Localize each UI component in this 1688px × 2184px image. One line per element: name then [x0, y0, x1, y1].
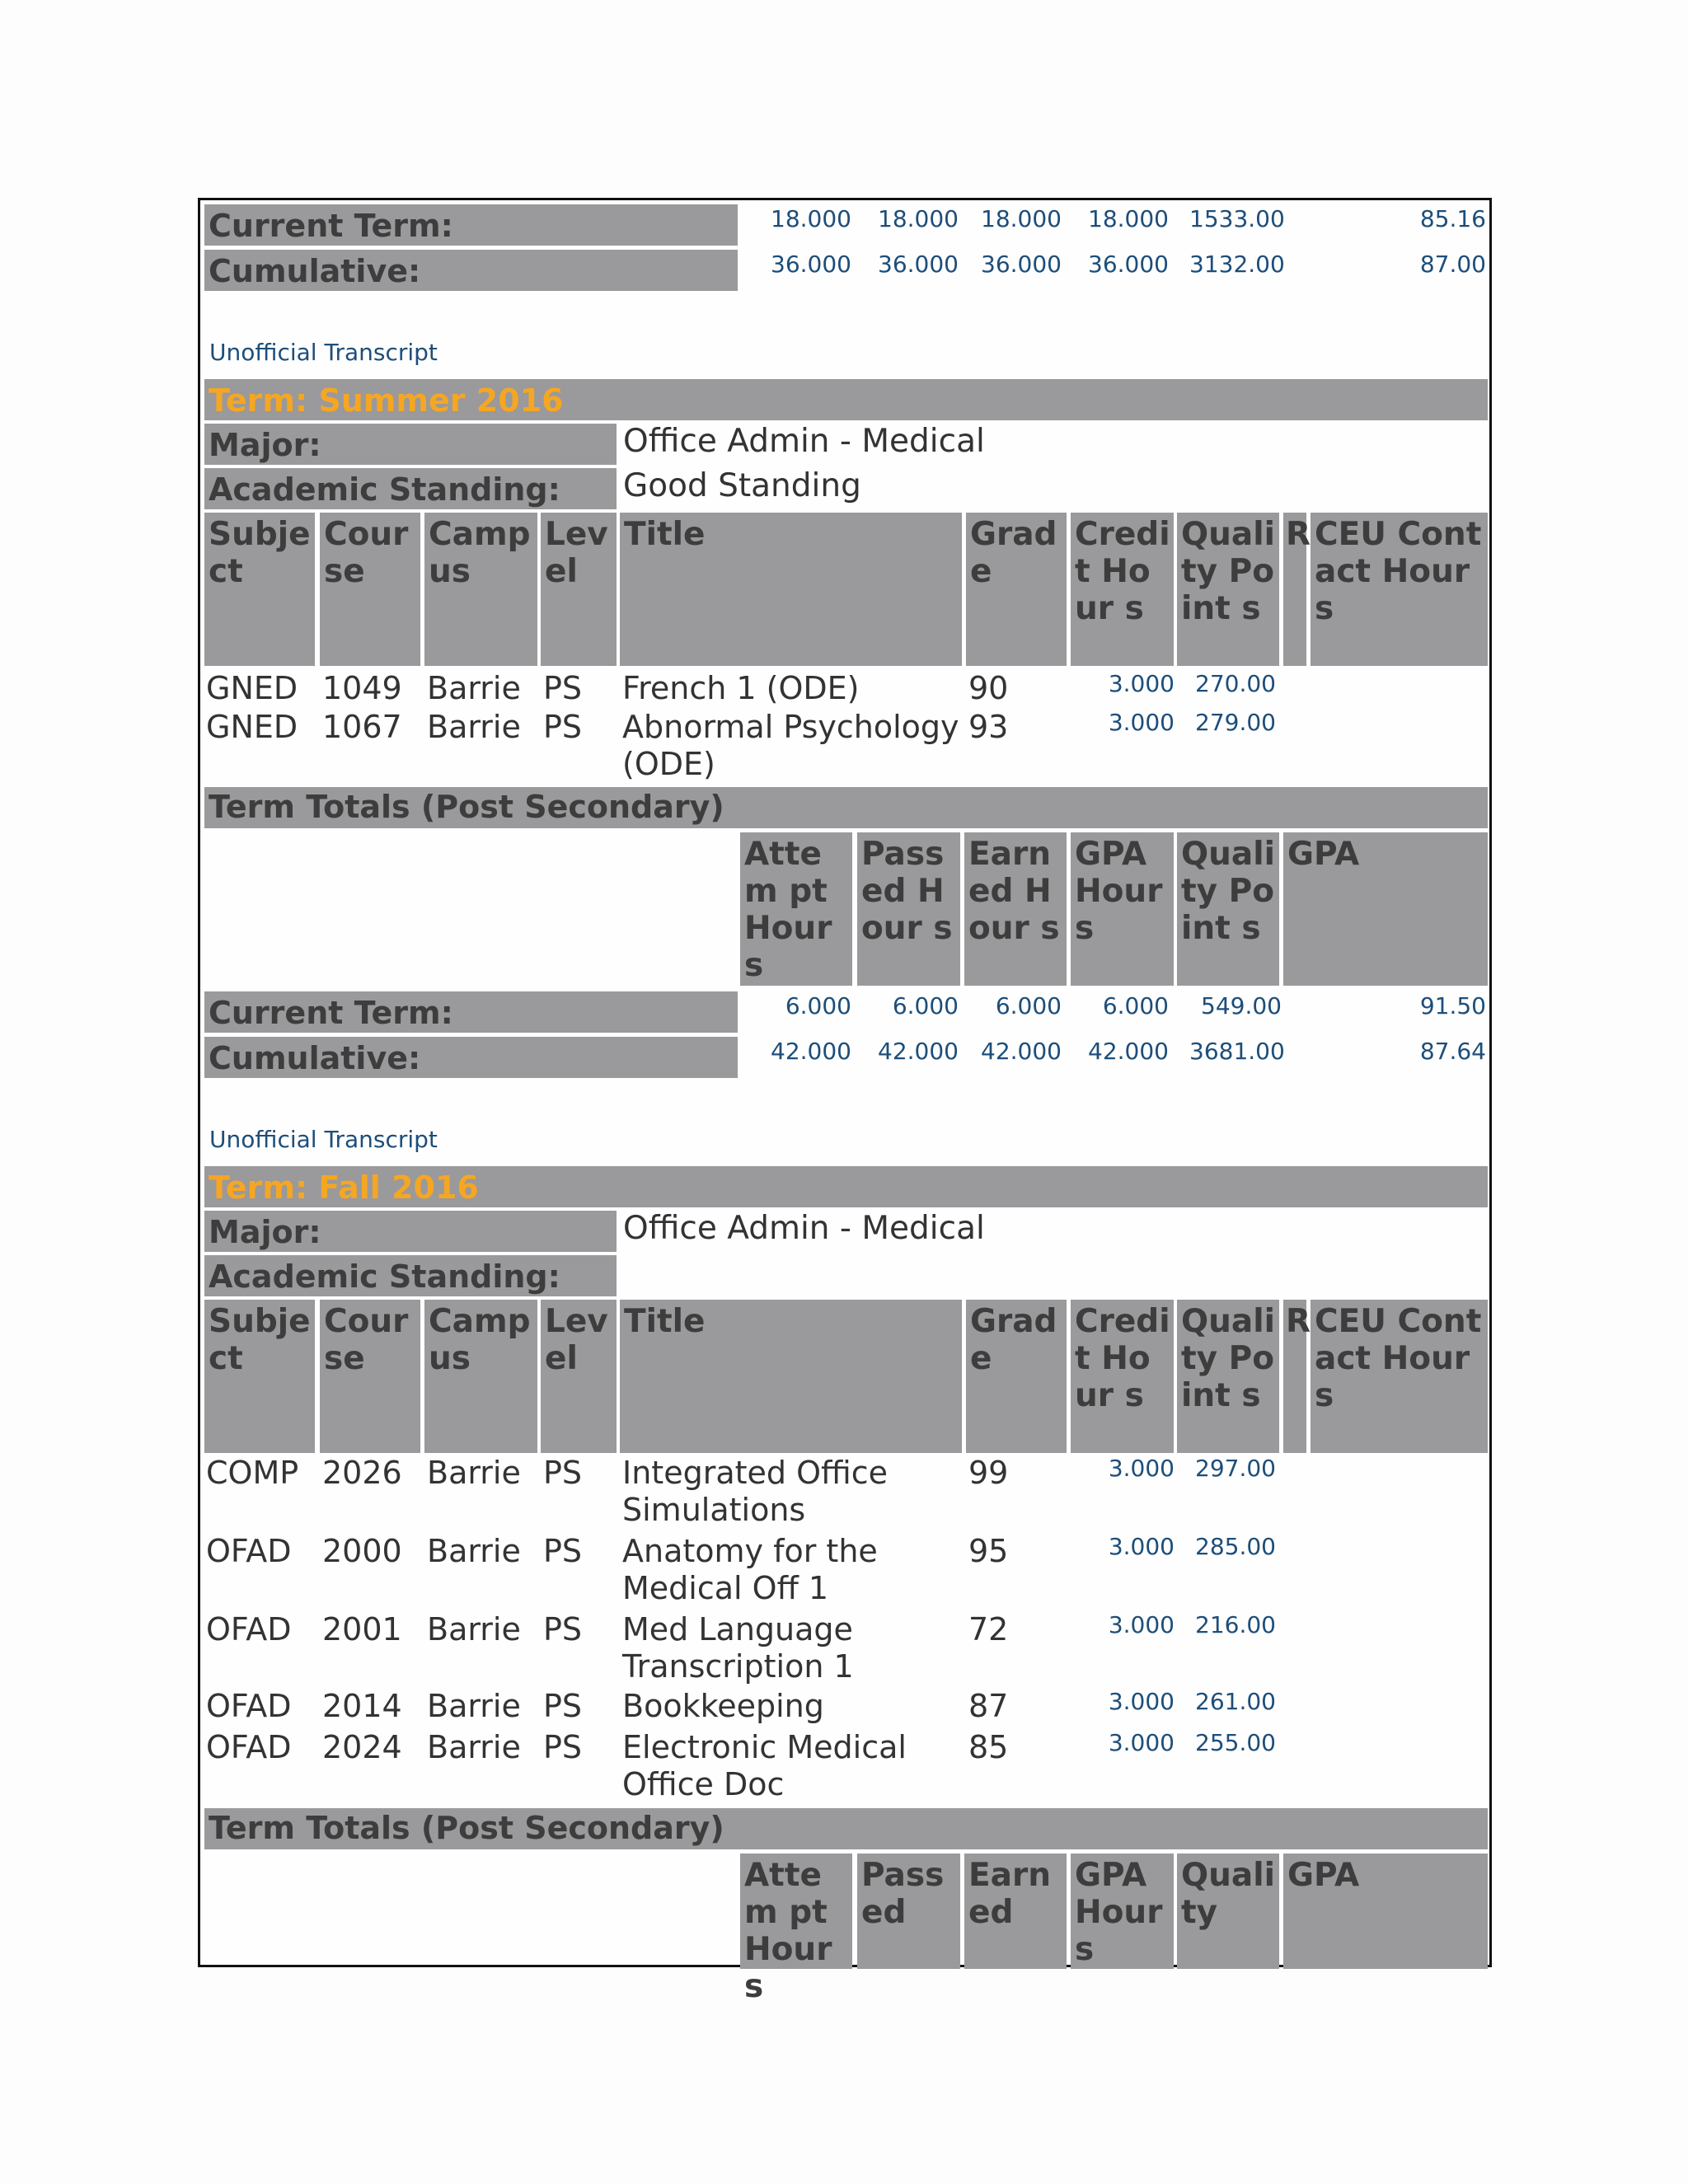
- col-gpa: GPA: [1283, 832, 1488, 986]
- course-quality-points: 216.00: [1195, 1611, 1276, 1638]
- col-r: R: [1283, 513, 1306, 666]
- current-gpa: 85.16: [1419, 205, 1486, 232]
- current-term-label: Current Term:: [204, 204, 738, 246]
- cumulative-attempt-hours: 42.000: [771, 1038, 851, 1065]
- course-campus: Barrie: [427, 1729, 521, 1765]
- course-grade: 95: [968, 1533, 1009, 1569]
- col-course: Cour se: [320, 513, 420, 666]
- col-subject: Subje ct: [204, 513, 315, 666]
- col-quality-points: Quali ty Point s: [1177, 513, 1279, 666]
- col-campus: Camp us: [424, 513, 537, 666]
- academic-standing-label: Academic Standing:: [204, 468, 617, 509]
- col-grade: Grad e: [966, 513, 1067, 666]
- course-grade: 90: [968, 670, 1009, 706]
- course-campus: Barrie: [427, 670, 521, 706]
- course-credit-hours: 3.000: [1108, 1688, 1175, 1715]
- col-campus: Camp us: [424, 1300, 537, 1453]
- course-level: PS: [543, 709, 583, 745]
- major-label: Major:: [204, 1211, 617, 1252]
- col-ceu-contact-hours: CEU Cont act Hours: [1311, 513, 1488, 666]
- current-passed-hours: 6.000: [892, 992, 959, 1019]
- cumulative-passed-hours: 42.000: [878, 1038, 959, 1065]
- unofficial-transcript-link[interactable]: Unofficial Transcript: [209, 1126, 438, 1153]
- col-passed-hours: Pass ed: [857, 1854, 960, 1969]
- major-value: Office Admin - Medical: [623, 423, 985, 460]
- course-campus: Barrie: [427, 1455, 521, 1491]
- course-quality-points: 255.00: [1195, 1729, 1276, 1756]
- col-gpa-hours: GPA Hour s: [1071, 832, 1174, 986]
- course-subject: OFAD: [206, 1611, 292, 1647]
- current-gpa: 91.50: [1419, 992, 1486, 1019]
- col-title: Title: [620, 1300, 962, 1453]
- course-title: Med Language Transcription 1: [622, 1611, 854, 1685]
- cumulative-gpa-hours: 36.000: [1088, 251, 1169, 278]
- cumulative-passed-hours: 36.000: [878, 251, 959, 278]
- course-number: 2014: [322, 1688, 402, 1724]
- course-number: 2026: [322, 1455, 402, 1491]
- major-value: Office Admin - Medical: [623, 1210, 985, 1247]
- col-credit-hours: Credi t Hour s: [1071, 1300, 1174, 1453]
- course-level: PS: [543, 1533, 583, 1569]
- current-quality-points: 549.00: [1201, 992, 1282, 1019]
- col-credit-hours: Credi t Hour s: [1071, 513, 1174, 666]
- col-course: Cour se: [320, 1300, 420, 1453]
- course-level: PS: [543, 1688, 583, 1724]
- col-attempt-hours: Attem pt Hours: [740, 1854, 852, 1969]
- term-totals-heading: Term Totals (Post Secondary): [204, 1808, 1488, 1849]
- cumulative-quality-points: 3681.00: [1189, 1038, 1285, 1065]
- course-number: 1067: [322, 709, 402, 745]
- course-quality-points: 297.00: [1195, 1455, 1276, 1482]
- col-grade: Grad e: [966, 1300, 1067, 1453]
- course-number: 2001: [322, 1611, 402, 1647]
- course-subject: COMP: [206, 1455, 299, 1491]
- cumulative-earned-hours: 36.000: [981, 251, 1062, 278]
- course-level: PS: [543, 670, 583, 706]
- term-heading: Term: Fall 2016: [204, 1166, 1488, 1207]
- transcript-frame: [198, 198, 1492, 2005]
- course-level: PS: [543, 1455, 583, 1491]
- col-passed-hours: Pass ed Hour s: [857, 832, 960, 986]
- course-grade: 99: [968, 1455, 1009, 1491]
- course-title: Bookkeeping: [622, 1688, 824, 1724]
- col-ceu-contact-hours: CEU Cont act Hours: [1311, 1300, 1488, 1453]
- course-credit-hours: 3.000: [1108, 1729, 1175, 1756]
- course-number: 1049: [322, 670, 402, 706]
- col-gpa: GPA: [1283, 1854, 1488, 1969]
- major-label: Major:: [204, 424, 617, 465]
- current-gpa-hours: 6.000: [1102, 992, 1169, 1019]
- course-number: 2024: [322, 1729, 402, 1765]
- course-subject: OFAD: [206, 1729, 292, 1765]
- course-title: Abnormal Psychology (ODE): [622, 709, 959, 782]
- course-credit-hours: 3.000: [1108, 709, 1175, 736]
- current-passed-hours: 18.000: [878, 205, 959, 232]
- course-title: Integrated Office Simulations: [622, 1455, 888, 1528]
- term-heading: Term: Summer 2016: [204, 379, 1488, 420]
- course-quality-points: 285.00: [1195, 1533, 1276, 1560]
- cumulative-gpa-hours: 42.000: [1088, 1038, 1169, 1065]
- course-quality-points: 279.00: [1195, 709, 1276, 736]
- course-number: 2000: [322, 1533, 402, 1569]
- current-earned-hours: 6.000: [995, 992, 1062, 1019]
- cumulative-gpa: 87.00: [1419, 251, 1486, 278]
- term-totals-heading: Term Totals (Post Secondary): [204, 787, 1488, 828]
- col-quality-points: Quali ty Point s: [1177, 832, 1279, 986]
- course-grade: 87: [968, 1688, 1009, 1724]
- current-earned-hours: 18.000: [981, 205, 1062, 232]
- course-campus: Barrie: [427, 1688, 521, 1724]
- course-credit-hours: 3.000: [1108, 1611, 1175, 1638]
- cumulative-attempt-hours: 36.000: [771, 251, 851, 278]
- cumulative-earned-hours: 42.000: [981, 1038, 1062, 1065]
- course-grade: 72: [968, 1611, 1009, 1647]
- col-r: R: [1283, 1300, 1306, 1453]
- col-earned-hours: Earn ed: [964, 1854, 1067, 1969]
- cumulative-label: Cumulative:: [204, 250, 738, 291]
- cumulative-gpa: 87.64: [1419, 1038, 1486, 1065]
- course-campus: Barrie: [427, 709, 521, 745]
- course-subject: OFAD: [206, 1533, 292, 1569]
- current-gpa-hours: 18.000: [1088, 205, 1169, 232]
- academic-standing-label: Academic Standing:: [204, 1255, 617, 1296]
- col-quality-points: Quali ty: [1177, 1854, 1279, 1969]
- course-subject: GNED: [206, 709, 298, 745]
- course-quality-points: 270.00: [1195, 670, 1276, 697]
- course-subject: OFAD: [206, 1688, 292, 1724]
- course-campus: Barrie: [427, 1533, 521, 1569]
- course-level: PS: [543, 1611, 583, 1647]
- course-quality-points: 261.00: [1195, 1688, 1276, 1715]
- cumulative-label: Cumulative:: [204, 1037, 738, 1078]
- course-credit-hours: 3.000: [1108, 1455, 1175, 1482]
- current-term-label: Current Term:: [204, 991, 738, 1033]
- col-gpa-hours: GPA Hour s: [1071, 1854, 1174, 1969]
- cumulative-quality-points: 3132.00: [1189, 251, 1285, 278]
- col-subject: Subje ct: [204, 1300, 315, 1453]
- current-quality-points: 1533.00: [1189, 205, 1285, 232]
- unofficial-transcript-link[interactable]: Unofficial Transcript: [209, 339, 438, 366]
- course-campus: Barrie: [427, 1611, 521, 1647]
- col-earned-hours: Earn ed Hour s: [964, 832, 1067, 986]
- course-title: Electronic Medical Office Doc: [622, 1729, 907, 1802]
- course-title: Anatomy for the Medical Off 1: [622, 1533, 878, 1606]
- academic-standing-value: Good Standing: [623, 467, 861, 504]
- col-level: Lev el: [541, 1300, 617, 1453]
- course-level: PS: [543, 1729, 583, 1765]
- current-attempt-hours: 18.000: [771, 205, 851, 232]
- course-credit-hours: 3.000: [1108, 670, 1175, 697]
- col-attempt-hours: Attem pt Hours: [740, 832, 852, 986]
- col-quality-points: Quali ty Point s: [1177, 1300, 1279, 1453]
- course-subject: GNED: [206, 670, 298, 706]
- col-level: Lev el: [541, 513, 617, 666]
- course-credit-hours: 3.000: [1108, 1533, 1175, 1560]
- course-grade: 93: [968, 709, 1009, 745]
- col-title: Title: [620, 513, 962, 666]
- course-grade: 85: [968, 1729, 1009, 1765]
- course-title: French 1 (ODE): [622, 670, 860, 706]
- current-attempt-hours: 6.000: [785, 992, 851, 1019]
